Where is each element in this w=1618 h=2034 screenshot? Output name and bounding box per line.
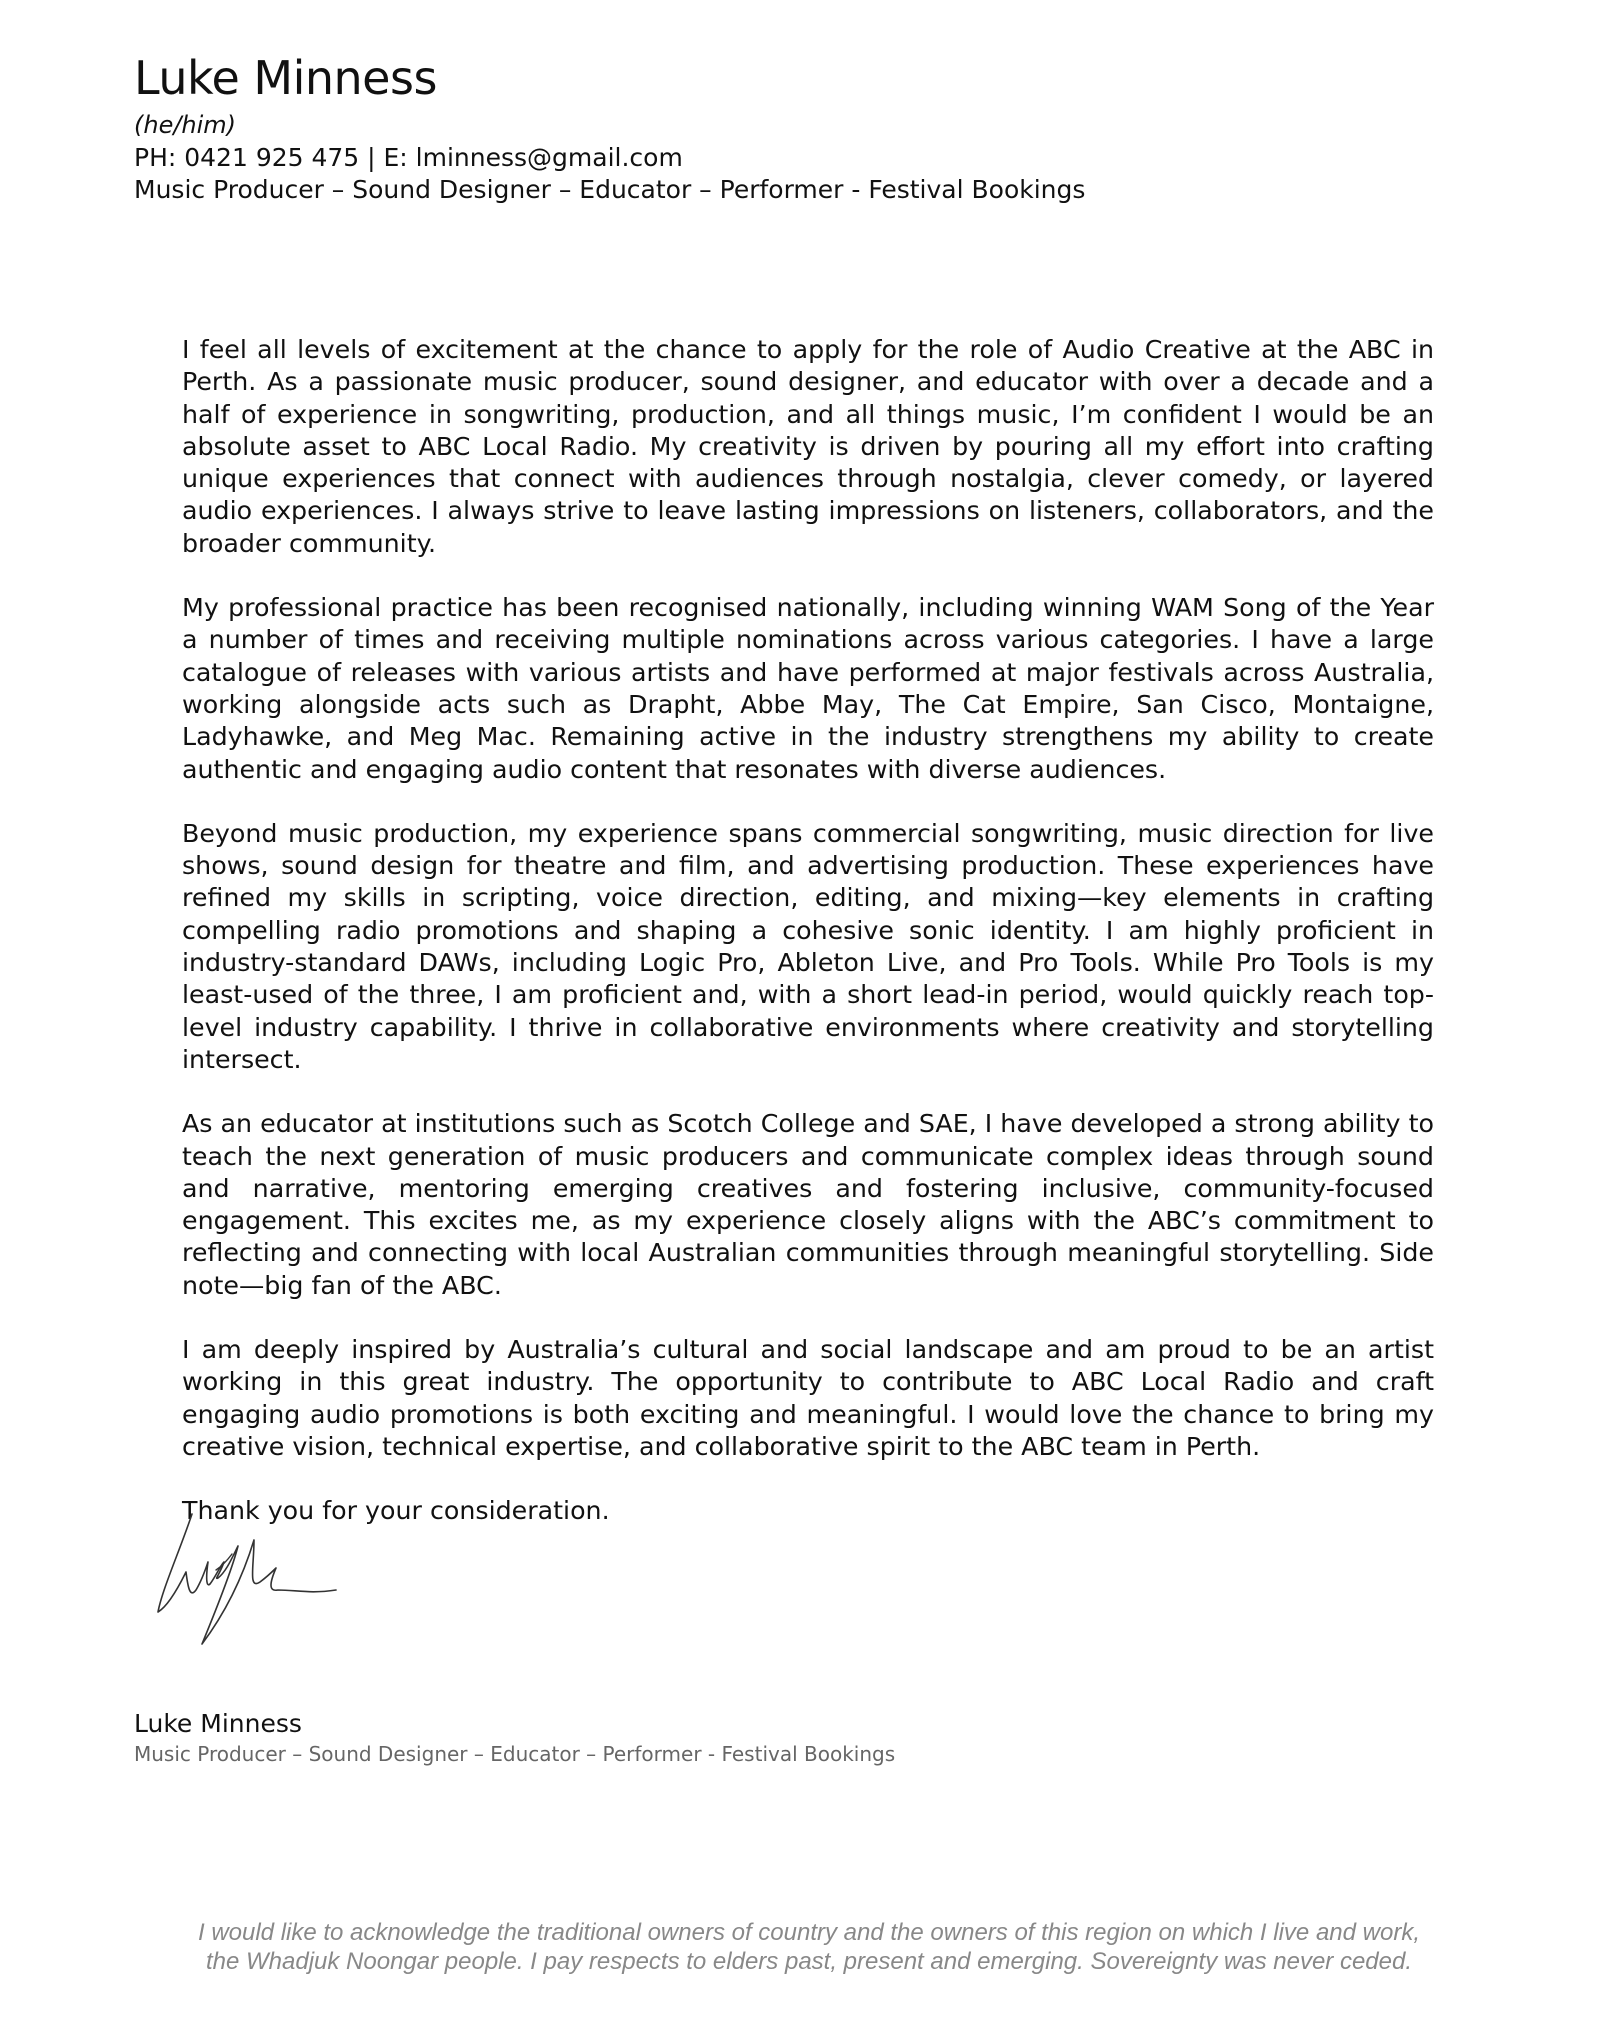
paragraph-experience: Beyond music production, my experience spans commercial songwriting, music direction for live shows, sound design for theatre and film, and advertising production. These experiences have refined my skills in scripting, voice direction, editing, and mixing—key elements in crafting compelling radio promotions and shaping a cohesive sonic identity. I am highly proficient in industry-standard DAWs, including Logic Pro, Ableton Live, and Pro Tools. While Pro Tools is my least-used of the three, I am proficient and, with a short lead-in period, would quickly reach top-level industry capability. I thrive in collaborative environments where creativity and storytelling intersect. (182, 818, 1434, 1074)
sender-roles: Music Producer – Sound Designer – Educator – Performer - Festival Bookings (134, 175, 1086, 204)
signoff-roles: Music Producer – Sound Designer – Educator – Performer - Festival Bookings (134, 1742, 896, 1766)
acknowledgement-line-2: the Whadjuk Noongar people. I pay respects to elders past, present and emerging. Sovereignty was never ceded. (205, 1948, 1413, 1975)
intro-text-start: I feel all levels of excitement at the chance to apply for the role of (182, 335, 1063, 364)
paragraph-education: As an educator at institutions such as Scotch College and SAE, I have developed a strong ability to teach the next generation of music producers and communicate complex ideas through sound and narrative, mentoring emerging creatives and fostering inclusive, community-focused engagement. This excites me, as my experience closely aligns with the ABC’s commitment to reflecting and connecting with local Australian communities through meaningful storytelling. Side note—big fan of the ABC. (182, 1109, 1434, 1300)
sender-name: Luke Minness (134, 51, 437, 105)
applied-role: Audio Creative (1062, 335, 1251, 364)
paragraph-intro (182, 334, 1434, 560)
closing-line: Thank you for your consideration. (182, 1496, 610, 1526)
signoff-block (134, 1708, 895, 1768)
handwritten-signature (150, 1510, 350, 1660)
sender-pronouns: (he/him) (134, 111, 237, 139)
sender-contact: PH: 0421 925 475 | E: lminness@gmail.com (134, 143, 683, 172)
signoff-name: Luke Minness (134, 1709, 302, 1738)
paragraph-inspiration: I am deeply inspired by Australia’s cultural and social landscape and am proud to be an artist working in this great industry. The opportunity to contribute to ABC Local Radio and craft engaging audio promotions is both exciting and meaningful. I would love the chance to bring my creative vision, technical expertise, and collaborative spirit to the ABC team in Perth. (182, 1335, 1434, 1461)
letterhead (134, 50, 1494, 206)
letter-body (182, 334, 1434, 1560)
acknowledgement-line-1: I would like to acknowledge the traditional owners of country and the owners of this region on which I live and work, (197, 1919, 1420, 1946)
acknowledgement-of-country (100, 1918, 1518, 1976)
paragraph-recognition: My professional practice has been recognised nationally, including winning WAM Song of the Year a number of times and receiving multiple nominations across various categories. I have a large catalogue of releases with various artists and have performed at major festivals across Australia, working alongside acts such as Drapht, Abbe May, The Cat Empire, San Cisco, Montaigne, Ladyhawke, and Meg Mac. Remaining active in the industry strengthens my ability to create authentic and engaging audio content that resonates with diverse audiences. (182, 593, 1434, 784)
intro-text-end: at the ABC in Perth. As a passionate music producer, sound designer, and educator with over a decade and a half of experience in songwriting, production, and all things music, I’m confident I would be an absolute asset to ABC Local Radio. My creativity is driven by pouring all my effort into crafting unique experiences that connect with audiences through nostalgia, clever comedy, or layered audio experiences. I always strive to leave lasting impressions on listeners, collaborators, and the broader community. (182, 335, 1435, 558)
